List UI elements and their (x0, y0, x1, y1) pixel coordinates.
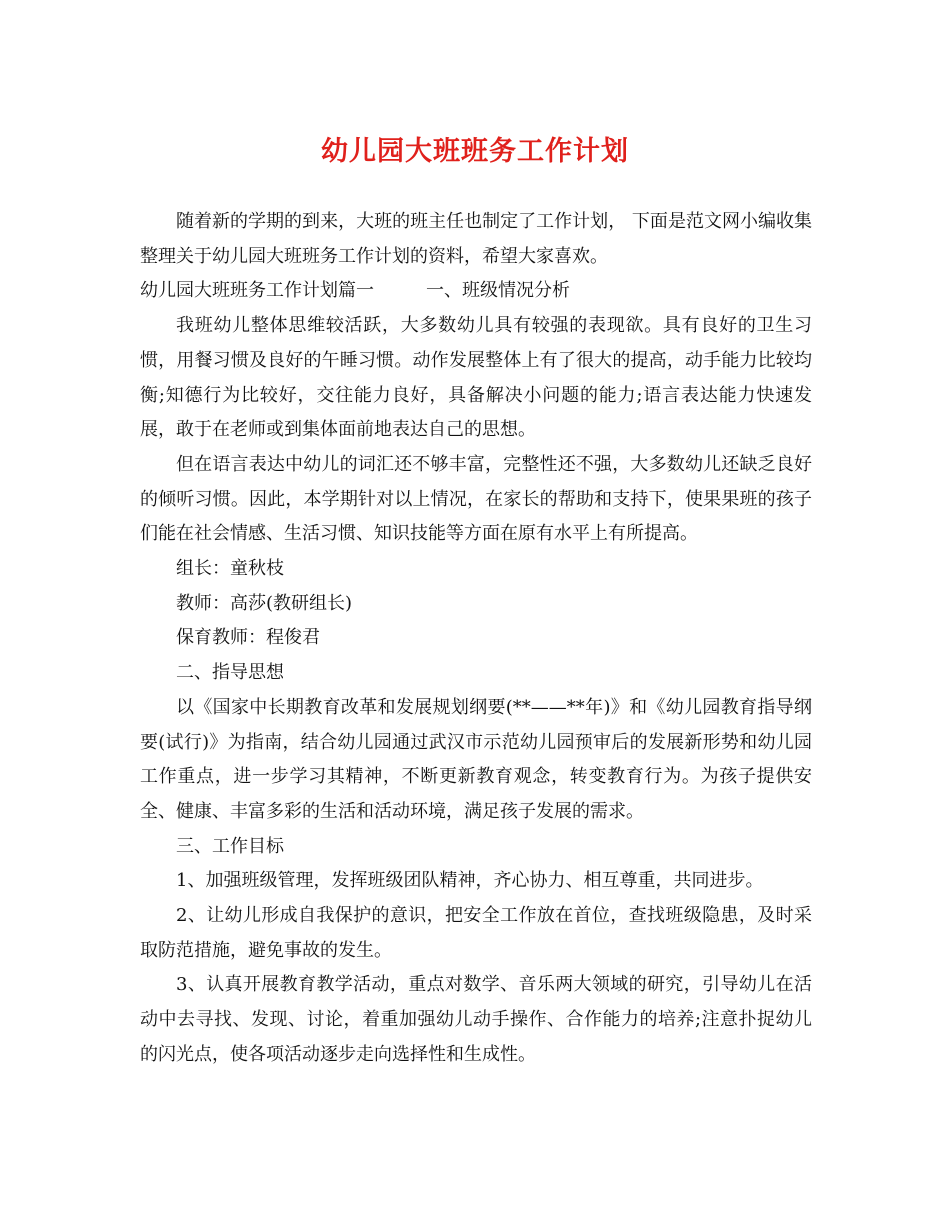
goal-item-1: 1、加强班级管理，发挥班级团队精神，齐心协力、相互尊重，共同进步。 (176, 870, 764, 892)
goal-item-3: 3、认真开展教育教学活动，重点对数学、音乐两大领域的研究，引导幼儿在活动中去寻找、发现、讨论，着重加强幼儿动手操作、合作能力的培养;注意扑捉幼儿的闪光点，使各项活动逐步走向选择性和生成性。 (140, 974, 812, 1065)
section-line (140, 274, 812, 309)
goal-item-2: 2、让幼儿形成自我保护的意识，把安全工作放在首位，查找班级隐患，及时采取防范措施，避免事故的发生。 (140, 905, 812, 961)
section1-heading: 一、班级情况分析 (426, 280, 570, 302)
staff-teacher: 教师：高莎(教研组长) (176, 592, 353, 614)
paragraph-language: 但在语言表达中幼儿的词汇还不够丰富，完整性还不强，大多数幼儿还缺乏良好的倾听习惯。因此，本学期针对以上情况，在家长的帮助和支持下，使果果班的孩子们能在社会情感、生活习惯、知识技能等方面在原有水平上有所提高。 (140, 453, 812, 545)
document-body (140, 205, 812, 1073)
staff-leader: 组长：童秋枝 (176, 558, 284, 580)
paragraph-guiding-ideas: 以《国家中长期教育改革和发展规划纲要(**——**年)》和《幼儿园教育指导纲要(试行)》为指南，结合幼儿园通过武汉市示范幼儿园预审后的发展新形势和幼儿园工作重点，进一步学习其精神，不断更新教育观念，转变教育行为。为孩子提供安全、健康、丰富多彩的生活和活动环境，满足孩子发展的需求。 (140, 696, 812, 822)
intro-paragraph: 随着新的学期的到来，大班的班主任也制定了工作计划， 下面是范文网小编收集整理关于幼儿园大班班务工作计划的资料，希望大家喜欢。 (140, 211, 812, 267)
section2-heading: 二、指导思想 (176, 662, 284, 684)
paragraph-class-analysis: 我班幼儿整体思维较活跃，大多数幼儿具有较强的表现欲。具有良好的卫生习惯，用餐习惯及良好的午睡习惯。动作发展整体上有了很大的提高，动手能力比较均衡;知德行为比较好，交往能力良好，具备解决小问题的能力;语言表达能力快速发展，敢于在老师或到集体面前地表达自己的思想。 (140, 315, 812, 441)
document-title: 幼儿园大班班务工作计划 (321, 136, 629, 167)
staff-care-teacher: 保育教师：程俊君 (176, 627, 320, 649)
section3-heading: 三、工作目标 (176, 835, 284, 857)
section-label: 幼儿园大班班务工作计划篇一 (140, 280, 374, 302)
